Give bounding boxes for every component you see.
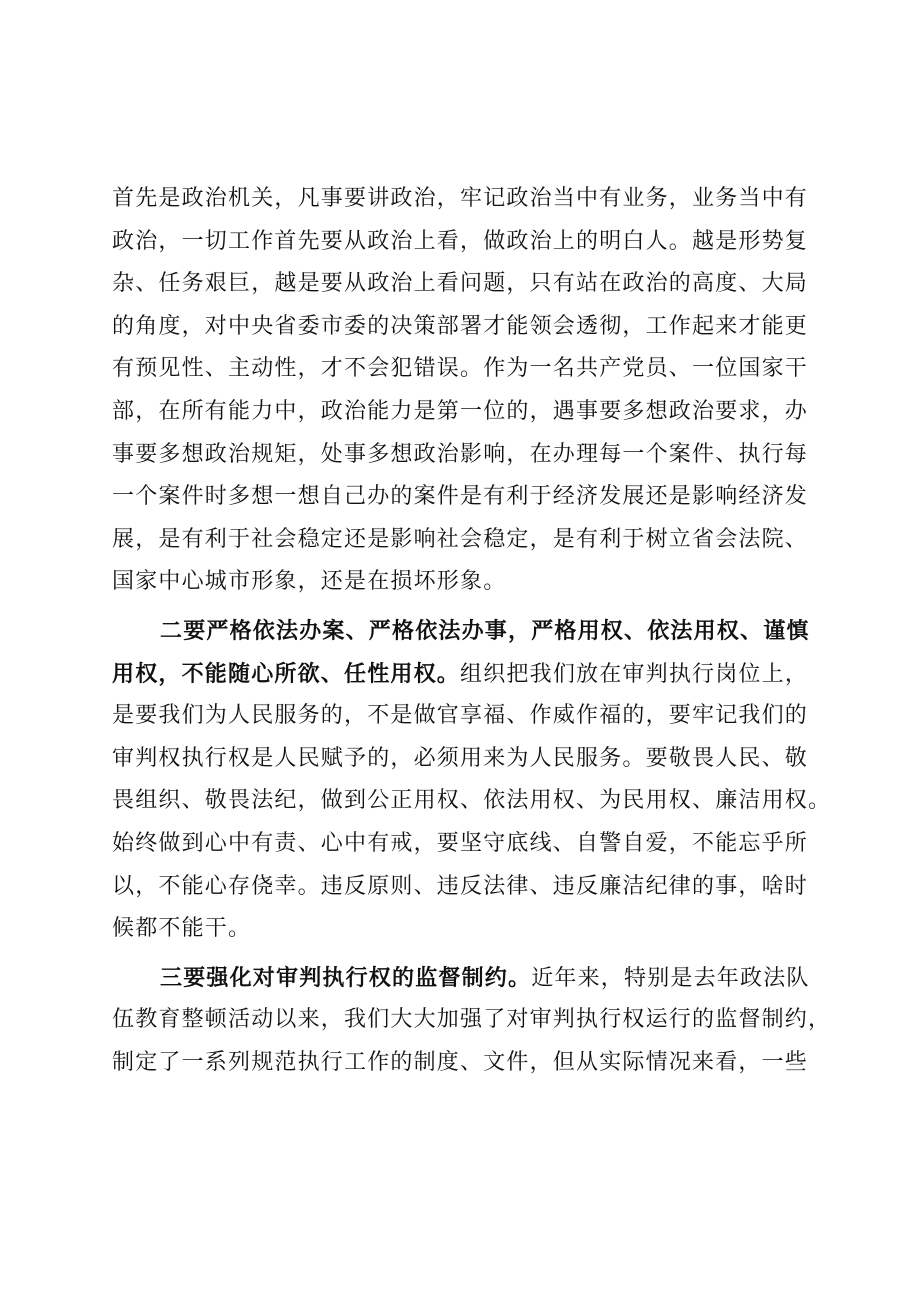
paragraph-3 (112, 957, 832, 1085)
paragraph-3-heading: 三要强化对审判执行权的监督制约。 (160, 964, 532, 991)
document-page (112, 178, 832, 1084)
paragraph-2 (112, 610, 832, 951)
paragraph-1-line: 部，在所有能力中，政治能力是第一位的，遇事要多想政治要求，办 (112, 398, 809, 424)
paragraph-2-heading-end: 用权，不能随心所欲、任性用权。 (112, 660, 461, 687)
paragraph-2-line: 以，不能心存侥幸。违反原则、违反法律、违反廉洁纪律的事，啥时 (112, 873, 809, 899)
paragraph-2-line: 是要我们为人民服务的，不是做官享福、作威作福的，要牢记我们的 (112, 703, 809, 729)
paragraph-1-line: 事要多想政治规矩，处事多想政治影响，在办理每一个案件、执行每 (112, 441, 809, 467)
paragraph-1-line: 展，是有利于社会稳定还是影响社会稳定，是有利于树立省会法院、 (112, 526, 809, 552)
paragraph-2-line-text: 组织把我们放在审判执行岗位上， (460, 661, 809, 687)
paragraph-3-line (112, 957, 832, 1000)
paragraph-3-line-text: 近年来，特别是去年政法队 (531, 965, 810, 991)
paragraph-2-line: 审判权执行权是人民赋予的，必须用来为人民服务。要敬畏人民、敬 (112, 745, 809, 771)
paragraph-2-line: 始终做到心中有责、心中有戒，要坚守底线、自警自爱，不能忘乎所 (112, 830, 809, 856)
paragraph-1-line: 的角度，对中央省委市委的决策部署才能领会透彻，工作起来才能更 (112, 313, 809, 339)
paragraph-1-line: 杂、任务艰巨，越是要从政治上看问题，只有站在政治的高度、大局 (112, 271, 809, 297)
paragraph-1-line: 一个案件时多想一想自己办的案件是有利于经济发展还是影响经济发 (112, 484, 809, 510)
paragraph-2-line (112, 653, 832, 696)
paragraph-2-line: 候都不能干。 (112, 916, 252, 942)
paragraph-1 (112, 178, 832, 604)
paragraph-1-line: 国家中心城市形象，还是在损坏形象。 (112, 569, 507, 595)
paragraph-1-line: 政治，一切工作首先要从政治上看，做政治上的明白人。越是形势复 (112, 228, 809, 254)
paragraph-3-line: 伍教育整顿活动以来，我们大大加强了对审判执行权运行的监督制约， (112, 1007, 832, 1033)
paragraph-2-line: 畏组织、敬畏法纪，做到公正用权、依法用权、为民用权、廉洁用权。 (112, 788, 832, 814)
paragraph-3-line: 制定了一系列规范执行工作的制度、文件，但从实际情况来看，一些 (112, 1049, 809, 1075)
paragraph-1-line: 有预见性、主动性，才不会犯错误。作为一名共产党员、一位国家干 (112, 356, 809, 382)
paragraph-2-heading: 二要严格依法办案、严格依法办事，严格用权、依法用权、谨慎 (160, 617, 810, 644)
paragraph-1-line: 首先是政治机关，凡事要讲政治，牢记政治当中有业务，业务当中有 (112, 186, 809, 211)
